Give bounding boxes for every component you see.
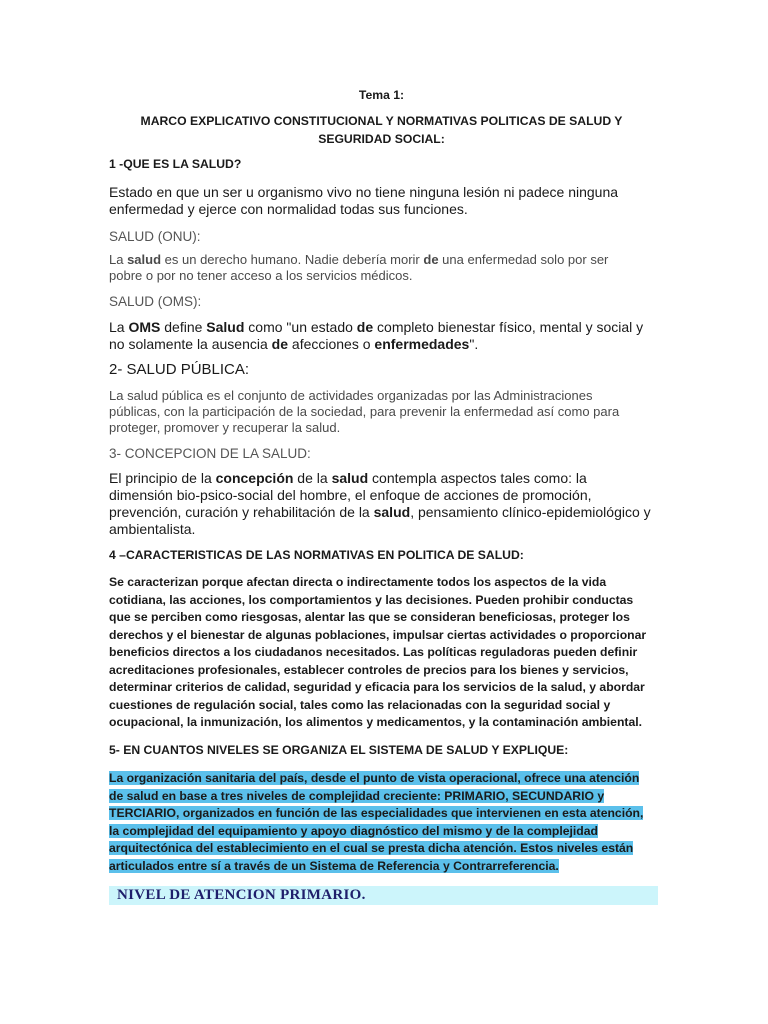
section-2-text: La salud pública es el conjunto de actividades organizadas por las Administraciones públicas, con la participación de la sociedad, para prevenir la enfermedad así como para proteger, promover y recuperar la salud. xyxy=(109,388,620,435)
onu-label: SALUD (ONU): xyxy=(109,229,201,244)
section-3-heading: 3- CONCEPCION DE LA SALUD: xyxy=(109,446,311,461)
section-5-heading: 5- EN CUANTOS NIVELES SE ORGANIZA EL SISTEMA DE SALUD Y EXPLIQUE: xyxy=(109,743,569,757)
onu-text: La salud es un derecho humano. Nadie debería morir de una enfermedad solo por ser pobre o por no tener acceso a los servicios médicos. xyxy=(109,252,609,283)
section-4-heading: 4 –CARACTERISTICAS DE LAS NORMATIVAS EN POLITICA DE SALUD: xyxy=(109,548,524,562)
section-2-heading: 2- SALUD PÚBLICA: xyxy=(109,361,250,378)
nivel-heading-band xyxy=(109,886,658,905)
document-title: MARCO EXPLICATIVO CONSTITUCIONAL Y NORMATIVAS POLITICAS DE SALUD Y SEGURIDAD SOCIAL: xyxy=(140,114,623,146)
section-1-heading: 1 -QUE ES LA SALUD? xyxy=(109,157,242,171)
document-tema: Tema 1: xyxy=(358,88,405,102)
oms-text: La OMS define Salud como "un estado de completo bienestar físico, mental y social y no solamente la ausencia de afecciones o enfermedades". xyxy=(109,319,644,352)
section-1-text: Estado en que un ser u organismo vivo no tiene ninguna lesión ni padece ninguna enfermedad y ejerce con normalidad todas sus funciones. xyxy=(109,184,619,217)
section-4-text: Se caracterizan porque afectan directa o indirectamente todos los aspectos de la vida cotidiana, las acciones, los comportamientos y las decisiones. Pueden prohibir conductas que se perciben como riesgosas, alentar las que se consideran beneficiosas, proteger los derechos y el bienestar de algunas poblaciones, impulsar ciertas actividades o proporcionar beneficios directos a los ciudadanos necesitados. Las políticas reguladoras pueden definir acreditaciones profesionales, establecer controles de precios para los bienes y servicios, determinar criterios de calidad, seguridad y eficacia para los servicios de la salud, y abordar cuestiones de regulación social, tales como las relacionadas con la seguridad social y ocupacional, la inmunización, los alimentos y medicamentos, y la contaminación ambiental. xyxy=(109,575,647,729)
highlighted-text: La organización sanitaria del país, desde el punto de vista operacional, ofrece una atención de salud en base a tres niveles de complejidad creciente: PRIMARIO, SECUNDARIO y TERCIARIO, organizados en función de las especialidades que intervienen en esta atención, la complejidad del equipamiento y apoyo diagnóstico del mismo y de la complejidad arquitectónica del establecimiento en el cual se presta dicha atención. Estos niveles están articulados entre sí a través de un Sistema de Referencia y Contrarreferencia. xyxy=(109,771,644,873)
section-3-text: El principio de la concepción de la salud contempla aspectos tales como: la dimensión bio-psico-social del hombre, el enfoque de acciones de promoción, prevención, curación y rehabilitación de la salud, pensamiento clínico-epidemiológico y ambientalista. xyxy=(109,470,651,537)
nivel-heading: NIVEL DE ATENCION PRIMARIO. xyxy=(117,887,366,903)
oms-label: SALUD (OMS): xyxy=(109,294,202,309)
section-5-text xyxy=(109,770,654,875)
